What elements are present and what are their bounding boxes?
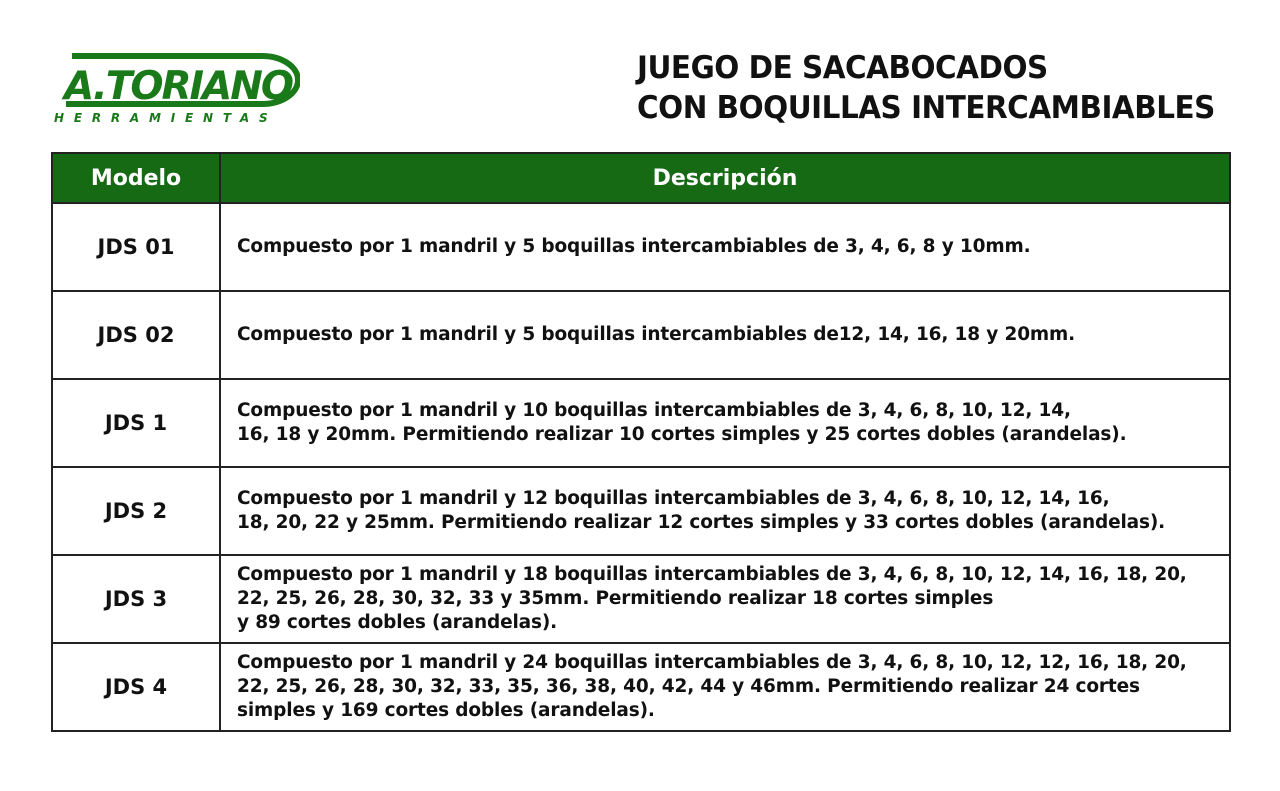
description-cell <box>220 203 1230 291</box>
description-cell <box>220 467 1230 555</box>
description-line: 18, 20, 22 y 25mm. Permitiendo realizar 12 cortes simples y 33 cortes dobles (arandelas). <box>237 512 1166 533</box>
table-header-row <box>52 153 1230 203</box>
title-line-2: CON BOQUILLAS INTERCAMBIABLES <box>637 90 1215 126</box>
description-line: simples y 169 cortes dobles (arandelas). <box>237 700 655 721</box>
table-row <box>52 555 1230 643</box>
description-cell <box>220 291 1230 379</box>
description-line: Compuesto por 1 mandril y 24 boquillas intercambiables de 3, 4, 6, 8, 10, 12, 12, 16, 18, 20, <box>237 652 1187 673</box>
model-cell: JDS 01 <box>52 203 220 291</box>
description-line: 22, 25, 26, 28, 30, 32, 33, 35, 36, 38, 40, 42, 44 y 46mm. Permitiendo realizar 24 cortes <box>237 676 1140 697</box>
description-line: Compuesto por 1 mandril y 10 boquillas intercambiables de 3, 4, 6, 8, 10, 12, 14, <box>237 400 1071 421</box>
description-line: 16, 18 y 20mm. Permitiendo realizar 10 cortes simples y 25 cortes dobles (arandelas). <box>237 424 1127 445</box>
description-line: Compuesto por 1 mandril y 5 boquillas intercambiables de 3, 4, 6, 8 y 10mm. <box>237 236 1031 257</box>
brand-logo <box>50 50 300 126</box>
title-line-1: JUEGO DE SACABOCADOS <box>637 50 1048 86</box>
description-cell <box>220 379 1230 467</box>
description-cell <box>220 643 1230 731</box>
model-cell: JDS 2 <box>52 467 220 555</box>
model-cell: JDS 3 <box>52 555 220 643</box>
table-row <box>52 643 1230 731</box>
brand-logo-graphic <box>50 50 300 126</box>
column-header-modelo: Modelo <box>52 153 220 203</box>
page-title <box>637 48 1226 128</box>
table-row <box>52 379 1230 467</box>
brand-tagline: HERRAMIENTAS <box>54 111 278 125</box>
column-header-descripcion: Descripción <box>220 153 1230 203</box>
brand-name: A.TORIANO <box>64 64 292 109</box>
description-cell <box>220 555 1230 643</box>
table-row <box>52 291 1230 379</box>
model-cell: JDS 1 <box>52 379 220 467</box>
model-cell: JDS 4 <box>52 643 220 731</box>
table-row <box>52 467 1230 555</box>
products-table <box>51 152 1231 732</box>
description-line: y 89 cortes dobles (arandelas). <box>237 612 558 633</box>
table-row <box>52 203 1230 291</box>
description-line: Compuesto por 1 mandril y 12 boquillas intercambiables de 3, 4, 6, 8, 10, 12, 14, 16, <box>237 488 1110 509</box>
model-cell: JDS 02 <box>52 291 220 379</box>
description-line: 22, 25, 26, 28, 30, 32, 33 y 35mm. Permitiendo realizar 18 cortes simples <box>237 588 994 609</box>
description-line: Compuesto por 1 mandril y 18 boquillas intercambiables de 3, 4, 6, 8, 10, 12, 14, 16, 18, 20, <box>237 564 1187 585</box>
description-line: Compuesto por 1 mandril y 5 boquillas intercambiables de12, 14, 16, 18 y 20mm. <box>237 324 1076 345</box>
